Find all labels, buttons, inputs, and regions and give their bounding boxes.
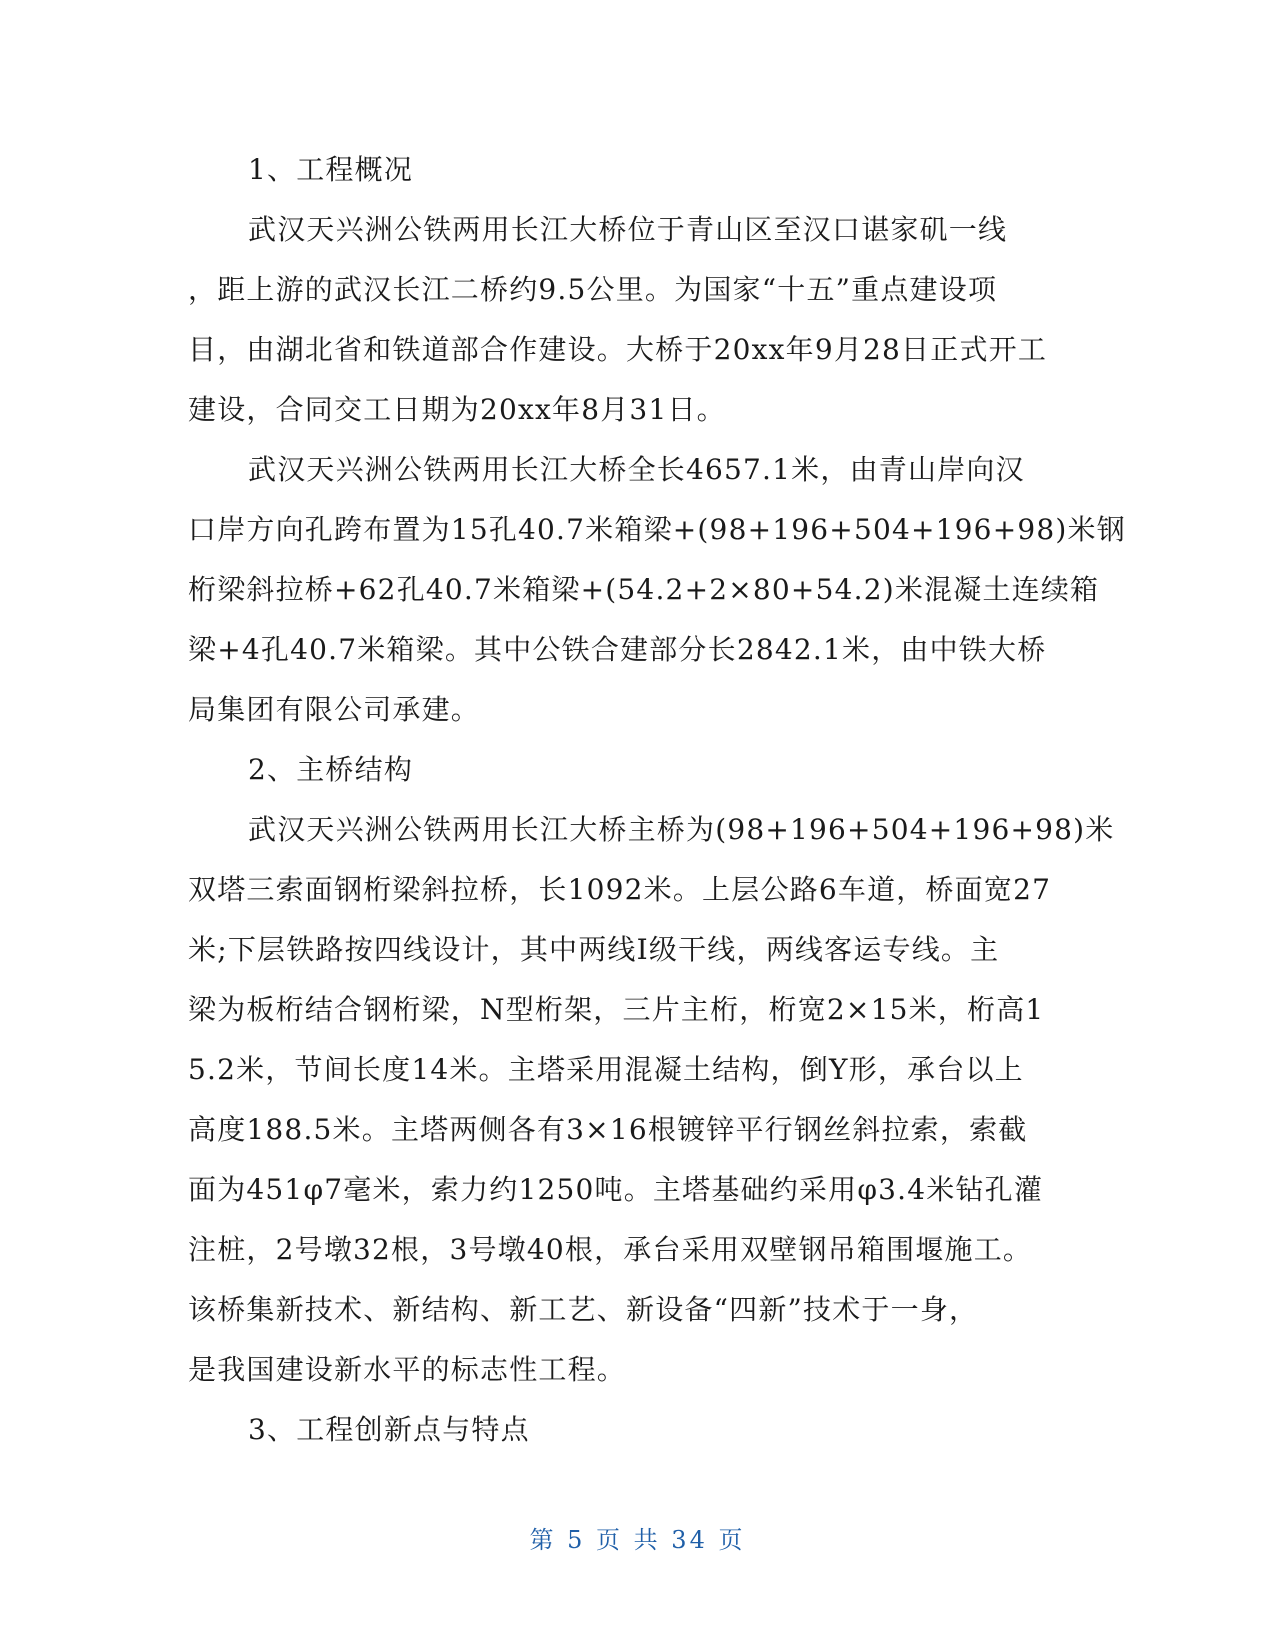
paragraph-line: 桁梁斜拉桥+62孔40.7米箱梁+(54.2+2×80+54.2)米混凝土连续箱 bbox=[188, 573, 1100, 606]
heading-main-bridge-structure: 2、主桥结构 bbox=[248, 753, 414, 786]
heading-project-overview: 1、工程概况 bbox=[248, 153, 414, 186]
paragraph-line: 梁为板桁结合钢桁梁，N型桁架，三片主桁，桁宽2×15米，桁高1 bbox=[188, 993, 1045, 1026]
paragraph-line: 面为451φ7毫米，索力约1250吨。主塔基础约采用φ3.4米钻孔灌 bbox=[188, 1173, 1044, 1206]
paragraph-line: 武汉天兴洲公铁两用长江大桥位于青山区至汉口谌家矶一线 bbox=[248, 213, 1008, 246]
heading-innovation-points: 3、工程创新点与特点 bbox=[248, 1413, 530, 1446]
paragraph-line: 武汉天兴洲公铁两用长江大桥全长4657.1米，由青山岸向汉 bbox=[248, 453, 1025, 486]
paragraph-line: ，距上游的武汉长江二桥约9.5公里。为国家“十五”重点建设项 bbox=[188, 273, 998, 306]
paragraph-line: 注桩，2号墩32根，3号墩40根，承台采用双壁钢吊箱围堰施工。 bbox=[188, 1233, 1033, 1266]
document-body bbox=[188, 140, 1126, 1460]
paragraph-line: 梁+4孔40.7米箱梁。其中公铁合建部分长2842.1米，由中铁大桥 bbox=[188, 633, 1047, 666]
paragraph-line: 双塔三索面钢桁梁斜拉桥，长1092米。上层公路6车道，桥面宽27 bbox=[188, 873, 1052, 906]
paragraph-line: 局集团有限公司承建。 bbox=[188, 693, 481, 726]
paragraph-line: 米;下层铁路按四线设计，其中两线I级干线，两线客运专线。主 bbox=[188, 933, 1000, 966]
paragraph-line: 口岸方向孔跨布置为15孔40.7米箱梁+(98+196+504+196+98)米钢 bbox=[188, 513, 1126, 546]
paragraph-line: 武汉天兴洲公铁两用长江大桥主桥为(98+196+504+196+98)米 bbox=[248, 813, 1115, 846]
paragraph-line: 目，由湖北省和铁道部合作建设。大桥于20xx年9月28日正式开工 bbox=[188, 333, 1048, 366]
paragraph-line: 是我国建设新水平的标志性工程。 bbox=[188, 1353, 627, 1386]
paragraph-line: 该桥集新技术、新结构、新工艺、新设备“四新”技术于一身， bbox=[188, 1293, 979, 1326]
paragraph-line: 高度188.5米。主塔两侧各有3×16根镀锌平行钢丝斜拉索，索截 bbox=[188, 1113, 1028, 1146]
paragraph-line: 5.2米，节间长度14米。主塔采用混凝土结构，倒Y形，承台以上 bbox=[188, 1053, 1024, 1086]
paragraph-line: 建设，合同交工日期为20xx年8月31日。 bbox=[188, 393, 726, 426]
page-number-footer: 第 5 页 共 34 页 bbox=[529, 1526, 746, 1554]
